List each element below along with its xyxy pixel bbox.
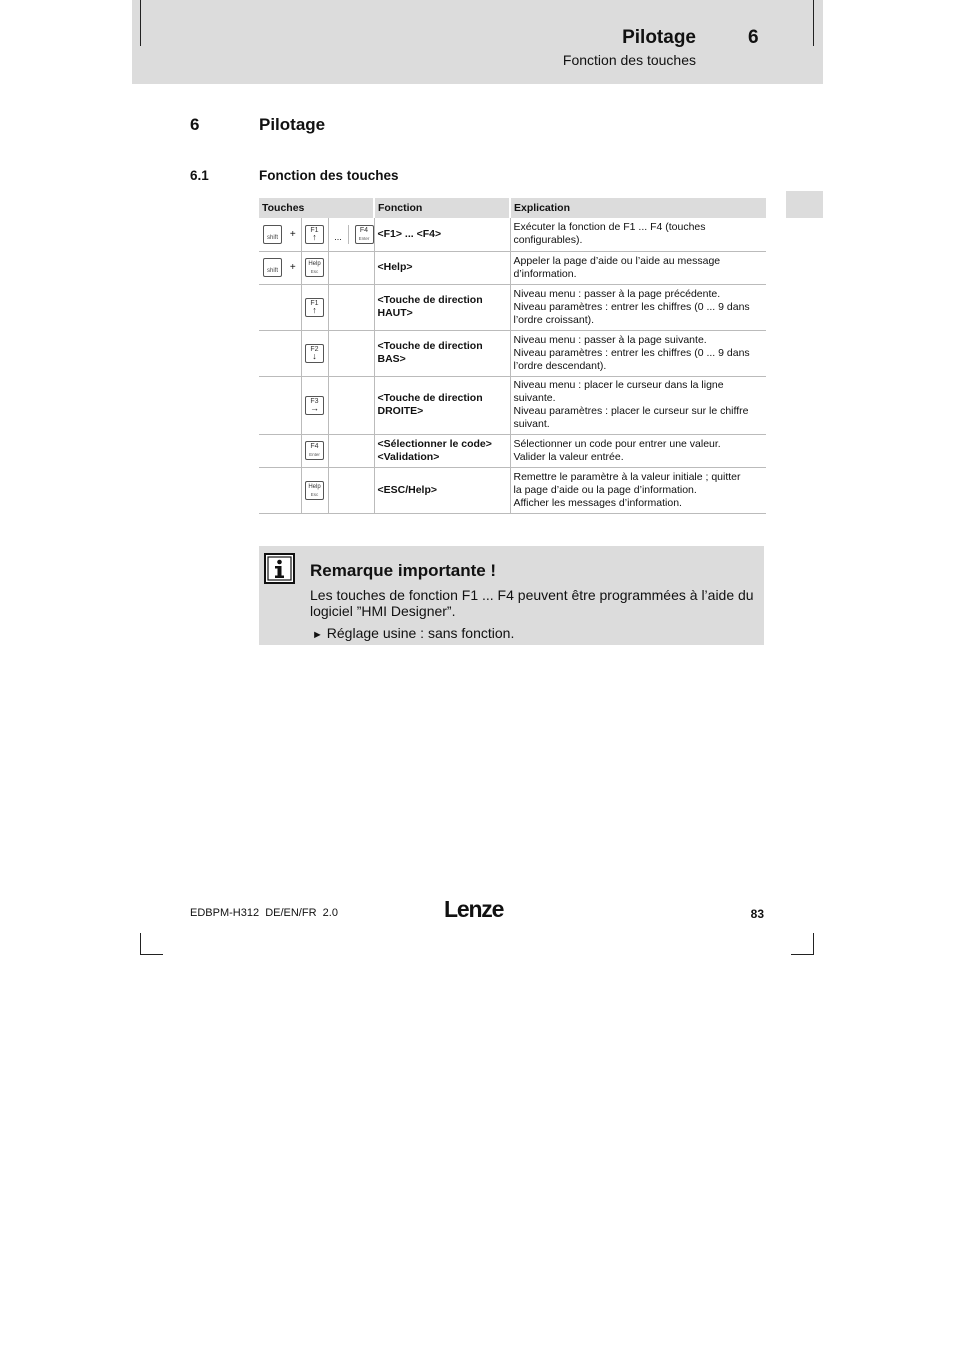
section-title: Pilotage	[259, 115, 326, 134]
table-header-row	[259, 198, 766, 218]
table-row	[259, 218, 766, 251]
key-cell	[328, 467, 374, 513]
shift-key-icon: shift	[263, 258, 282, 277]
f4-enter-key-icon: F4 Enter	[305, 441, 324, 460]
info-icon	[264, 553, 295, 584]
header-chapter-number: 6	[748, 27, 759, 48]
key-cell	[259, 434, 301, 467]
help-esc-key-icon: Help Esc	[305, 481, 324, 500]
ellipsis: ...	[329, 225, 349, 244]
function-cell: <ESC/Help>	[374, 467, 510, 513]
key-function-table	[259, 198, 766, 514]
column-header-keys: Touches	[259, 198, 374, 218]
explanation-cell: Niveau menu : passer à la page suivante. Niveau paramètres : entrer les chiffres (0 ... 9 dans l’ordre descendant).	[510, 330, 766, 376]
shift-key-icon: shift	[263, 225, 282, 244]
section-number: 6	[190, 115, 200, 134]
function-cell: <Sélectionner le code> <Validation>	[374, 434, 510, 467]
table-row	[259, 330, 766, 376]
key-cell	[301, 330, 328, 376]
key-cell	[328, 330, 374, 376]
function-cell: <Touche de direction HAUT>	[374, 284, 510, 330]
crop-mark	[140, 0, 141, 46]
function-cell: <Touche de direction BAS>	[374, 330, 510, 376]
note-bullet-text: Réglage usine : sans fonction.	[326, 625, 515, 641]
f1-up-key-icon: F1 ↑	[305, 225, 324, 244]
key-cell	[301, 218, 328, 251]
explanation-cell: Exécuter la fonction de F1 ... F4 (touches configurables).	[510, 218, 766, 251]
key-cell	[328, 251, 374, 284]
key-cell	[259, 218, 301, 251]
table-row	[259, 434, 766, 467]
function-cell: <Touche de direction DROITE>	[374, 376, 510, 434]
key-cell	[328, 434, 374, 467]
key-cell	[259, 251, 301, 284]
key-cell	[259, 376, 301, 434]
note-title: Remarque importante !	[310, 561, 497, 580]
explanation-cell: Niveau menu : passer à la page précédente. Niveau paramètres : entrer les chiffres (0 ... 9 dans l’ordre croissant).	[510, 284, 766, 330]
subsection-title: Fonction des touches	[259, 168, 399, 183]
f3-right-key-icon: F3 →	[305, 396, 324, 415]
function-cell: <Help>	[374, 251, 510, 284]
key-cell	[301, 467, 328, 513]
subsection-number: 6.1	[190, 168, 209, 183]
header-title: Pilotage	[622, 27, 696, 48]
crop-mark	[140, 954, 163, 955]
header-subtitle: Fonction des touches	[562, 52, 696, 68]
plus-sign: +	[289, 262, 296, 273]
key-cell	[259, 284, 301, 330]
table-row	[259, 376, 766, 434]
help-esc-key-icon: Help Esc	[305, 258, 324, 277]
header-band	[132, 0, 823, 84]
f4-enter-key-icon: F4 Enter	[355, 225, 374, 244]
f2-down-key-icon: F2 ↓	[305, 344, 324, 363]
table-row	[259, 251, 766, 284]
key-cell	[259, 467, 301, 513]
key-cell	[301, 434, 328, 467]
bullet-marker: ►	[312, 629, 323, 641]
plus-sign: +	[289, 228, 296, 240]
note-body: Les touches de fonction F1 ... F4 peuvent être programmées à l’aide du logiciel ”HMI Designer”.	[310, 587, 754, 619]
explanation-cell: Sélectionner un code pour entrer une valeur. Valider la valeur entrée.	[510, 434, 766, 467]
crop-mark	[813, 0, 814, 46]
f1-up-key-icon: F1 ↑	[305, 298, 324, 317]
function-cell: <F1> ... <F4>	[374, 218, 510, 251]
key-cell	[328, 284, 374, 330]
side-tab	[786, 191, 823, 218]
explanation-cell: Remettre le paramètre à la valeur initiale ; quitter la page d’aide ou la page d’information. Afficher les messages d’information.	[510, 467, 766, 513]
column-header-function: Fonction	[374, 198, 510, 218]
lenze-logo: Lenze	[444, 896, 504, 922]
column-header-explanation: Explication	[510, 198, 766, 218]
key-cell	[328, 218, 374, 251]
crop-mark	[140, 933, 141, 955]
key-cell	[259, 330, 301, 376]
table-row	[259, 284, 766, 330]
table-row	[259, 467, 766, 513]
key-cell	[301, 376, 328, 434]
key-cell	[301, 284, 328, 330]
crop-mark	[813, 933, 814, 955]
crop-mark	[791, 954, 814, 955]
document-code: EDBPM-H312 DE/EN/FR 2.0	[190, 907, 338, 919]
key-cell	[301, 251, 328, 284]
explanation-cell: Appeler la page d’aide ou l’aide au message d’information.	[510, 251, 766, 284]
page-number: 83	[750, 907, 764, 921]
note-bullet	[312, 625, 514, 641]
key-cell	[328, 376, 374, 434]
explanation-cell: Niveau menu : placer le curseur dans la ligne suivante. Niveau paramètres : placer le curseur sur le chiffre suivant.	[510, 376, 766, 434]
